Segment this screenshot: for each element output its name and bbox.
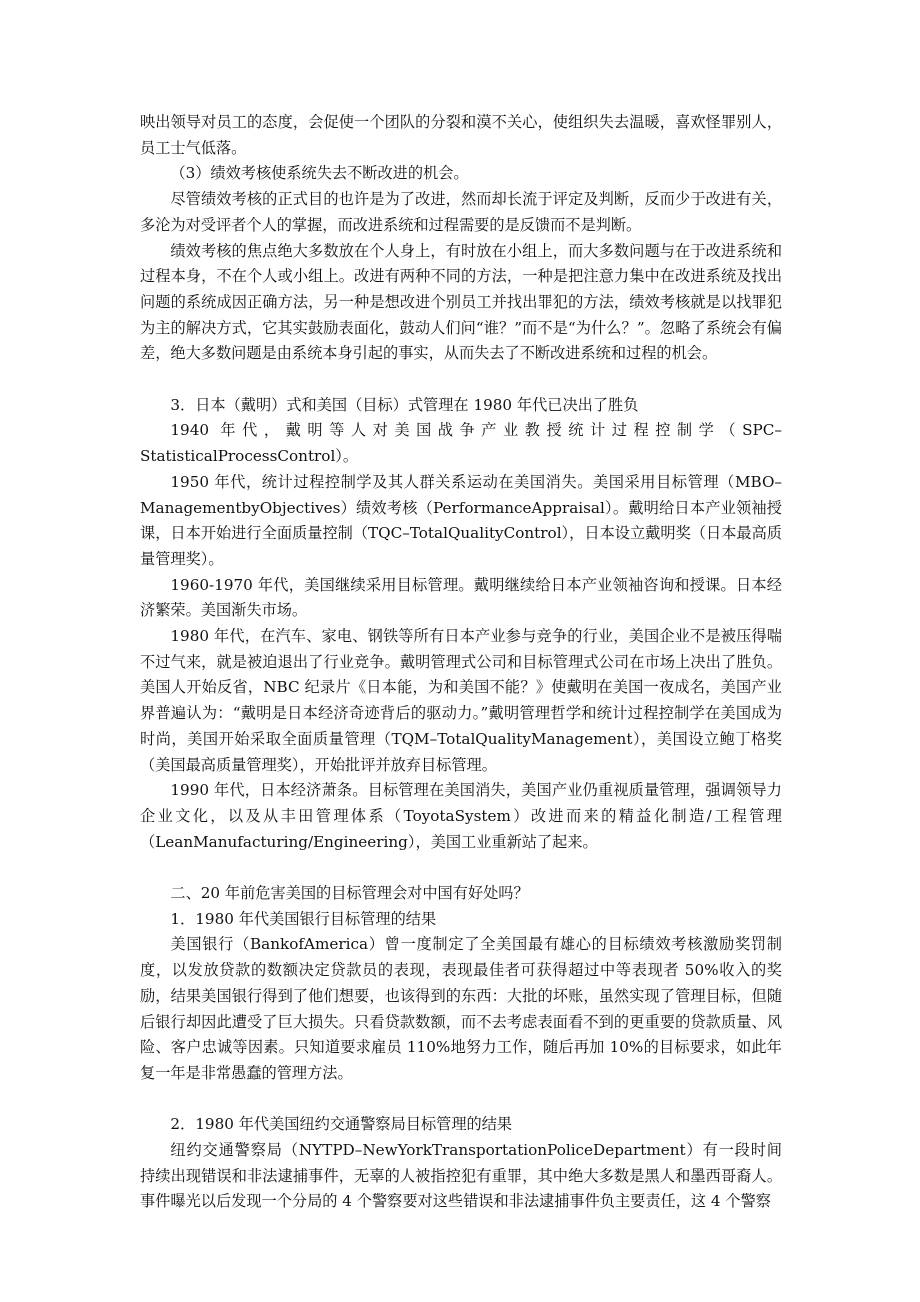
paragraph-continuation: 映出领导对员工的态度，会促使一个团队的分裂和漠不关心，使组织失去温暖，喜欢怪罪别人，员工士气低落。	[140, 113, 782, 157]
blank-line	[140, 1087, 782, 1113]
document-page	[140, 110, 782, 1215]
section-heading-japan-vs-us: 3．日本（戴明）式和美国（目标）式管理在 1980 年代已决出了胜负	[170, 395, 639, 414]
paragraph-1990s: 1990 年代，日本经济萧条。目标管理在美国消失，美国产业仍重视质量管理，强调领导力企业文化，以及从丰田管理体系（ToyotaSystem）改进而来的精益化制造/工程管理（LeanManufacturing/Engineering），美国工业重新站了起来。	[140, 781, 782, 851]
subsection-heading-3: （3）绩效考核使系统失去不断改进的机会。	[170, 164, 469, 183]
paragraph: 尽管绩效考核的正式目的也许是为了改进，然而却长流于评定及判断，反而少于改进有关，多沦为对受评者个人的掌握，而改进系统和过程需要的是反馈而不是判断。	[140, 190, 782, 234]
paragraph-1960s-1970s: 1960-1970 年代，美国继续采用目标管理。戴明继续给日本产业领袖咨询和授课。日本经济繁荣。美国渐失市场。	[140, 575, 782, 620]
paragraph-1950s: 1950 年代，统计过程控制学及其人群关系运动在美国消失。美国采用目标管理（MBO–ManagementbyObjectives）绩效考核（PerformanceAppraisal）。戴明给日本产业领袖授课，日本开始进行全面质量控制（TQC–TotalQualityControl），日本设立戴明奖（日本最高质量管理奖）。	[140, 472, 782, 568]
paragraph-1980s: 1980 年代，在汽车、家电、钢铁等所有日本产业参与竞争的行业，美国企业不是被压得喘不过气来，就是被迫退出了行业竞争。戴明管理式公司和目标管理式公司在市场上决出了胜负。美国人开始反省，NBC 纪录片《日本能，为和美国不能？》使戴明在美国一夜成名，美国产业界普遍认为：“戴明是日本经济奇迹背后的驱动力。”戴明管理哲学和统计过程控制学在美国成为时尚，美国开始采取全面质量管理（TQM–TotalQualityManagement），美国设立鲍丁格奖（美国最高质量管理奖），开始批评并放弃目标管理。	[140, 627, 782, 774]
blank-line	[140, 367, 782, 393]
chapter-heading-2: 二、20 年前危害美国的目标管理会对中国有好处吗？	[170, 884, 529, 903]
paragraph-nytpd: 纽约交通警察局（NYTPD–NewYorkTransportationPoliceDepartment）有一段时间持续出现错误和非法逮捕事件，无辜的人被指控犯有重罪，其中绝大多数是黑人和墨西哥裔人。事件曝光以后发现一个分局的 4 个警察要对这些错误和非法逮捕事件负主要责任，这 4 个警察	[140, 1141, 782, 1211]
paragraph-bank-of-america: 美国银行（BankofAmerica）曾一度制定了全美国最有雄心的目标绩效考核激励奖罚制度，以发放贷款的数额决定贷款员的表现，表现最佳者可获得超过中等表现者 50%收入的奖励，结果美国银行得到了他们想要，也该得到的东西：大批的坏账，虽然实现了管理目标，但随后银行却因此遭受了巨大损失。只看贷款数额，而不去考虑表面看不到的更重要的贷款质量、风险、客户忠诚等因素。只知道要求雇员 110%地努力工作，随后再加 10%的目标要求，如此年复一年是非常愚蠢的管理方法。	[140, 935, 782, 1082]
paragraph-1940s: 1940 年代，戴明等人对美国战争产业教授统计过程控制学（SPC–StatisticalProcessControl）。	[140, 421, 782, 466]
paragraph: 绩效考核的焦点绝大多数放在个人身上，有时放在小组上，而大多数问题与在于改进系统和过程本身，不在个人或小组上。改进有两种不同的方法，一种是把注意力集中在改进系统及找出问题的系统成因正确方法，另一种是想改进个别员工并找出罪犯的方法，绩效考核就是以找罪犯为主的解决方式，它其实鼓励表面化，鼓动人们问“谁？”而不是“为什么？”。忽略了系统会有偏差，绝大多数问题是由系统本身引起的事实，从而失去了不断改进系统和过程的机会。	[140, 241, 782, 363]
section-heading-nytpd: 2．1980 年代美国纽约交通警察局目标管理的结果	[170, 1115, 513, 1134]
blank-line	[140, 855, 782, 881]
section-heading-bank-of-america: 1．1980 年代美国银行目标管理的结果	[170, 909, 437, 928]
